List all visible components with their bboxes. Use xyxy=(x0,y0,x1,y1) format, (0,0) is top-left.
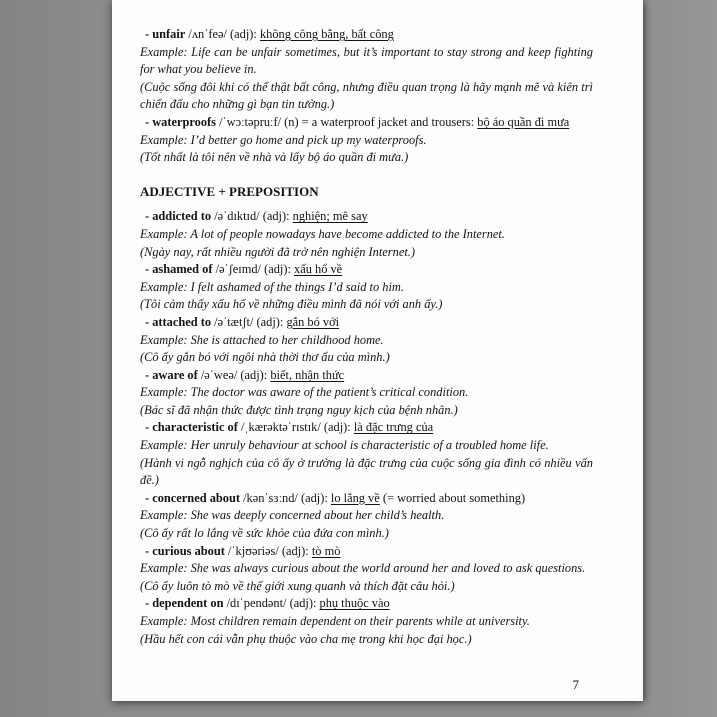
entry-pron: /əˈdɪktɪd/ (adj): xyxy=(211,209,293,224)
example-line: Example: I felt ashamed of the things I’d said to him. xyxy=(140,279,404,294)
entry-line xyxy=(140,595,593,613)
book-page xyxy=(112,0,643,701)
page-content xyxy=(112,0,643,648)
section-heading: ADJECTIVE + PREPOSITION xyxy=(140,183,319,199)
translation-line: (Ngày nay, rất nhiều người đã trở nên nghiện Internet.) xyxy=(140,244,415,259)
entry-headword: - characteristic of xyxy=(145,420,238,435)
entry-meaning: tò mò xyxy=(311,543,341,558)
entry-headword: - aware of xyxy=(145,367,198,382)
example-line: Example: I’d better go home and pick up my waterproofs. xyxy=(140,132,427,147)
entry-headword: - ashamed of xyxy=(145,262,213,277)
entry-pron: /dɪˈpendənt/ (adj): xyxy=(223,596,320,611)
translation-line: (Tốt nhất là tôi nên về nhà và lấy bộ áo quần đi mưa.) xyxy=(140,150,409,165)
entry-meaning: không công bằng, bất công xyxy=(259,27,394,41)
entry-line xyxy=(140,543,593,561)
example-line: Example: She is attached to her childhood home. xyxy=(140,332,384,347)
translation-line: (Cô ấy gắn bó với ngôi nhà thời thơ ấu của mình.) xyxy=(140,350,390,365)
entry-pron: /əˈʃeɪmd/ (adj): xyxy=(212,262,295,277)
example-line: Example: Her unruly behaviour at school is characteristic of a troubled home life. xyxy=(140,438,549,453)
translation-line: (Hành vi ngỗ nghịch của cô ấy ở trường là đặc trưng của cuộc sống gia đình có nhiều vấn đề.) xyxy=(140,455,593,488)
entry-headword: - attached to xyxy=(145,314,212,329)
entry-headword: - waterproofs xyxy=(145,114,216,129)
entry-meaning: lo lắng về xyxy=(330,490,380,505)
entry-line xyxy=(140,26,593,44)
entry-meaning: xấu hổ về xyxy=(294,262,343,277)
entry-line xyxy=(140,208,593,226)
translation-line: (Cô ấy luôn tò mò về thế giới xung quanh và thích đặt câu hỏi.) xyxy=(140,578,455,593)
entry-meaning: gắn bó với xyxy=(286,314,340,329)
entry-pron: /ˌkærəktəˈrɪstɪk/ (adj): xyxy=(237,420,354,435)
entry-headword: - dependent on xyxy=(145,596,224,611)
entry-pron: /ʌnˈfeə/ (adj): xyxy=(185,27,260,41)
translation-line: (Cô ấy rất lo lắng về sức khỏe của đứa con mình.) xyxy=(140,526,389,541)
entry-meaning: biết, nhận thức xyxy=(270,367,345,382)
entry-headword: - concerned about xyxy=(145,490,240,505)
translation-line: (Bác sĩ đã nhận thức được tình trạng nguy kịch của bệnh nhân.) xyxy=(140,402,458,417)
entry-line xyxy=(140,314,593,332)
entry-headword: - addicted to xyxy=(145,209,212,224)
example-line: Example: Most children remain dependent on their parents while at university. xyxy=(140,614,530,628)
entry-meaning: phụ thuộc vào xyxy=(319,596,390,611)
entry-pron: /ˈkjʊəriəs/ (adj): xyxy=(224,543,312,558)
entry-line xyxy=(140,419,593,437)
example-line: Example: The doctor was aware of the patient’s critical condition. xyxy=(140,385,469,400)
entry-line xyxy=(140,114,593,132)
entry-meaning: bộ áo quần đi mưa xyxy=(477,114,570,129)
page-number: 7 xyxy=(572,677,579,692)
entry-pron: /əˈweə/ (adj): xyxy=(197,367,271,382)
entry-line xyxy=(140,367,593,385)
entry-headword: - unfair xyxy=(145,27,186,41)
entry-meaning: nghiện; mê say xyxy=(292,209,368,224)
example-line: Example: A lot of people nowadays have become addicted to the Internet. xyxy=(140,226,505,241)
entry-headword: - curious about xyxy=(145,543,225,558)
entry-line xyxy=(140,490,593,508)
entry-note: (= worried about something) xyxy=(379,490,526,505)
entry-pron: /ˈwɔːtəpruːf/ (n) = a waterproof jacket and trousers: xyxy=(216,114,478,129)
entry-line xyxy=(140,261,593,279)
translation-line: (Hầu hết con cái vẫn phụ thuộc vào cha mẹ trong khi học đại học.) xyxy=(140,631,472,646)
entry-meaning: là đặc trưng của xyxy=(353,420,434,435)
example-line: Example: She was deeply concerned about her child’s health. xyxy=(140,508,445,523)
entry-pron: /kənˈsɜːnd/ (adj): xyxy=(240,490,331,505)
entry-pron: /əˈtætʃt/ (adj): xyxy=(211,314,287,329)
example-line: Example: Life can be unfair sometimes, but it’s important to stay strong and keep fighting for what you believe in. xyxy=(140,44,593,77)
translation-line: (Cuộc sống đôi khi có thể thật bất công, nhưng điều quan trọng là hãy mạnh mẽ và kiên trì chiến đấu cho những gì bạn tin tưởng.) xyxy=(140,79,593,112)
example-line: Example: She was always curious about the world around her and loved to ask questions. xyxy=(140,561,586,576)
translation-line: (Tôi cảm thấy xấu hổ về những điều mình đã nói với anh ấy.) xyxy=(140,297,443,312)
